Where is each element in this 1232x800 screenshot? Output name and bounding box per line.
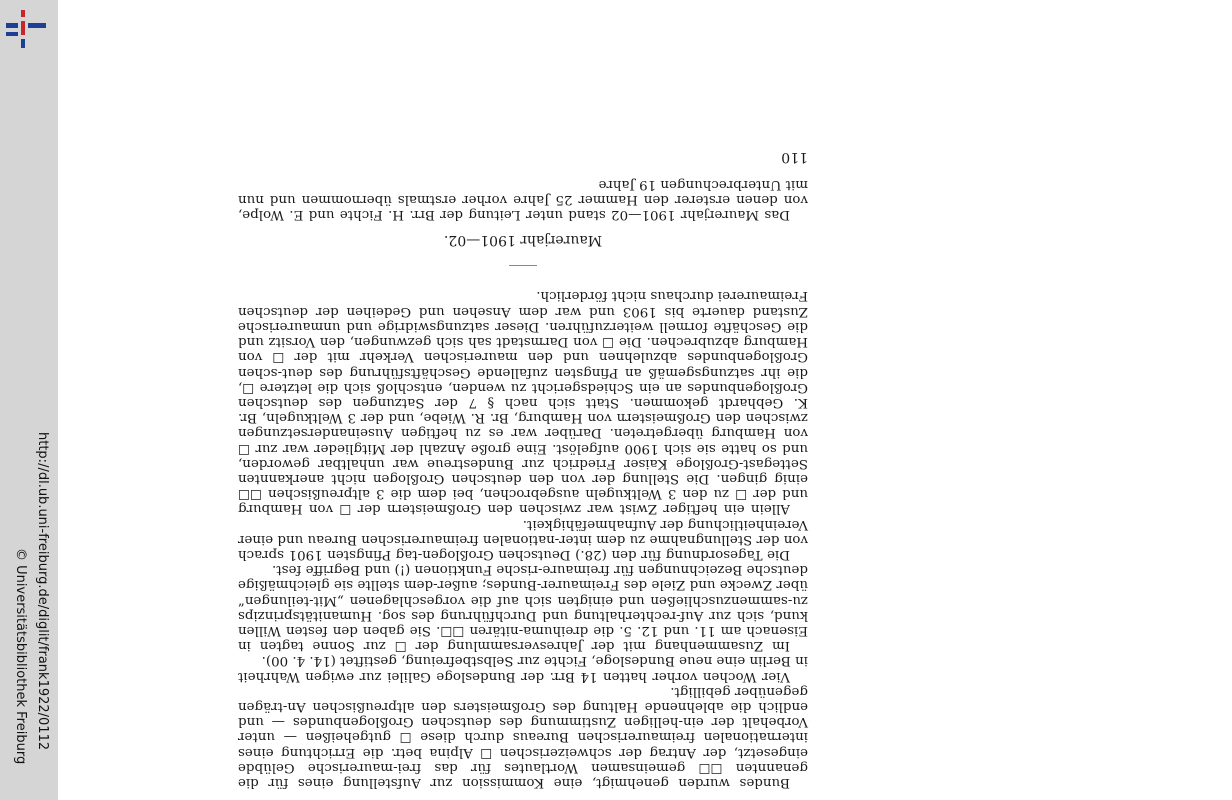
page-content-rotated [238, 149, 808, 790]
section-divider [509, 265, 537, 266]
watermark-url: http://dl.ub.uni-freiburg.de/diglit/frank1922/0112 [35, 432, 50, 751]
paragraph-3: Im Zusammenhang mit der Jahresversammlung der ☐ zur Sonne tagten in Eisenach am 11. und 12. 5. die dreihuma-nitären ☐☐. Sie gaben den festen Willen kund, sich zur Auf-rechterhaltung und Durchführung des sog. Humanitätsprinzips zu-sammenzuschließen und einigten sich auf die vorgeschlagenen „Mit-teilungen“ über Zwecke und Ziele des Freimaurer-Bundes; außer-dem stellte sie gleichmäßige deutsche Bezeichnungen für freimaure-rische Funktionen (!) und Begriffe fest. [238, 562, 808, 654]
page-number: 110 [781, 149, 808, 166]
watermark-copyright: © Universitätsbibliothek Freiburg [13, 548, 28, 765]
paragraph-1: Bundes wurden genehmigt, eine Kommission zur Aufstellung eines für die genannten ☐☐ gemeinsamen Wortlautes für das frei-maurerische Gelübde eingesetzt, der Antrag der schweizerischen ☐ Alpina betr. die Errichtung eines internationalen freimaurerischen Bureaus durch diese ☐ gutgeheißen — unter Vorbehalt der ein-helligen Zustimmung des deutschen Großlogenbundes — und endlich die ablehnende Haltung des Großmeisters den altpreußischen An-trägen gegenüber gebilligt. [238, 683, 808, 790]
university-library-logo [4, 8, 48, 52]
paragraph-5: Allein ein heftiger Zwist war zwischen den Großmeistern der ☐ von Hamburg und der ☐ zu den 3 Weltkugeln ausgebrochen, bei dem die 3 altpreußischen ☐☐ einig gingen. Die Stellung der von den deutschen Großlogen nicht anerkannten Settegast-Großloge Kaiser Friedrich zur Bundestreue war unhaltbar geworden, und so hatte sie sich 1900 aufgelöst. Eine große Anzahl der Mitglieder war zur ☐ von Hamburg übergetreten. Darüber war es zu heftigen Auseinandersetzungen zwischen den Großmeistern von Hamburg, Br. R. Wiebe, und der 3 Weltkugeln, Br. K. Gebhardt gekommen. Statt sich nach § 7 der Satzungen des deutschen Großlogenbundes an ein Schiedsgericht zu wenden, entschloß sich die letztere ☐, die ihr satzungsgemäß an Pfingsten zufallende Geschäftsführung des deut-schen Großlogenbundes abzulehnen und den maurerischen Verkehr mit der ☐ von Hamburg abzubrechen. Die ☐ von Darmstadt sah sich gezwungen, den Vorsitz und die Geschäfte formell weiterzuführen. Dieser satzungswidrige und unmaurerische Zustand dauerte bis 1903 und war dem Ansehen und Gedeihen der deutschen Freimaurerei durchaus nicht förderlich. [238, 288, 808, 517]
paragraph-4: Die Tagesordnung für den (28.) Deutschen Großlogen-tag Pfingsten 1901 sprach von der Stellungnahme zu dem inter-nationalen freimaurerischen Bureau und einer Vereinheitlichung der Aufnahmefähigkeit. [238, 516, 808, 562]
section-heading: Maurerjahr 1901—02. [443, 232, 603, 249]
paragraph-2: Vier Wochen vorher hatten 14 Brr. der Bundesloge Galilei zur ewigen Wahrheit in Berlin eine neue Bundesloge, Fichte zur Selbstbefreiung, gestiftet (14. 4. 00). [238, 653, 808, 684]
paragraph-6: Das Maurerjahr 1901—02 stand unter Leitung der Brr. H. Fichte und E. Wolpe, von denen ersterer den Hammer 25 Jahre vorher erstmals übernommen und nun mit Unterbrechungen 19 Jahre [238, 176, 808, 223]
scanned-page [58, 0, 1232, 800]
